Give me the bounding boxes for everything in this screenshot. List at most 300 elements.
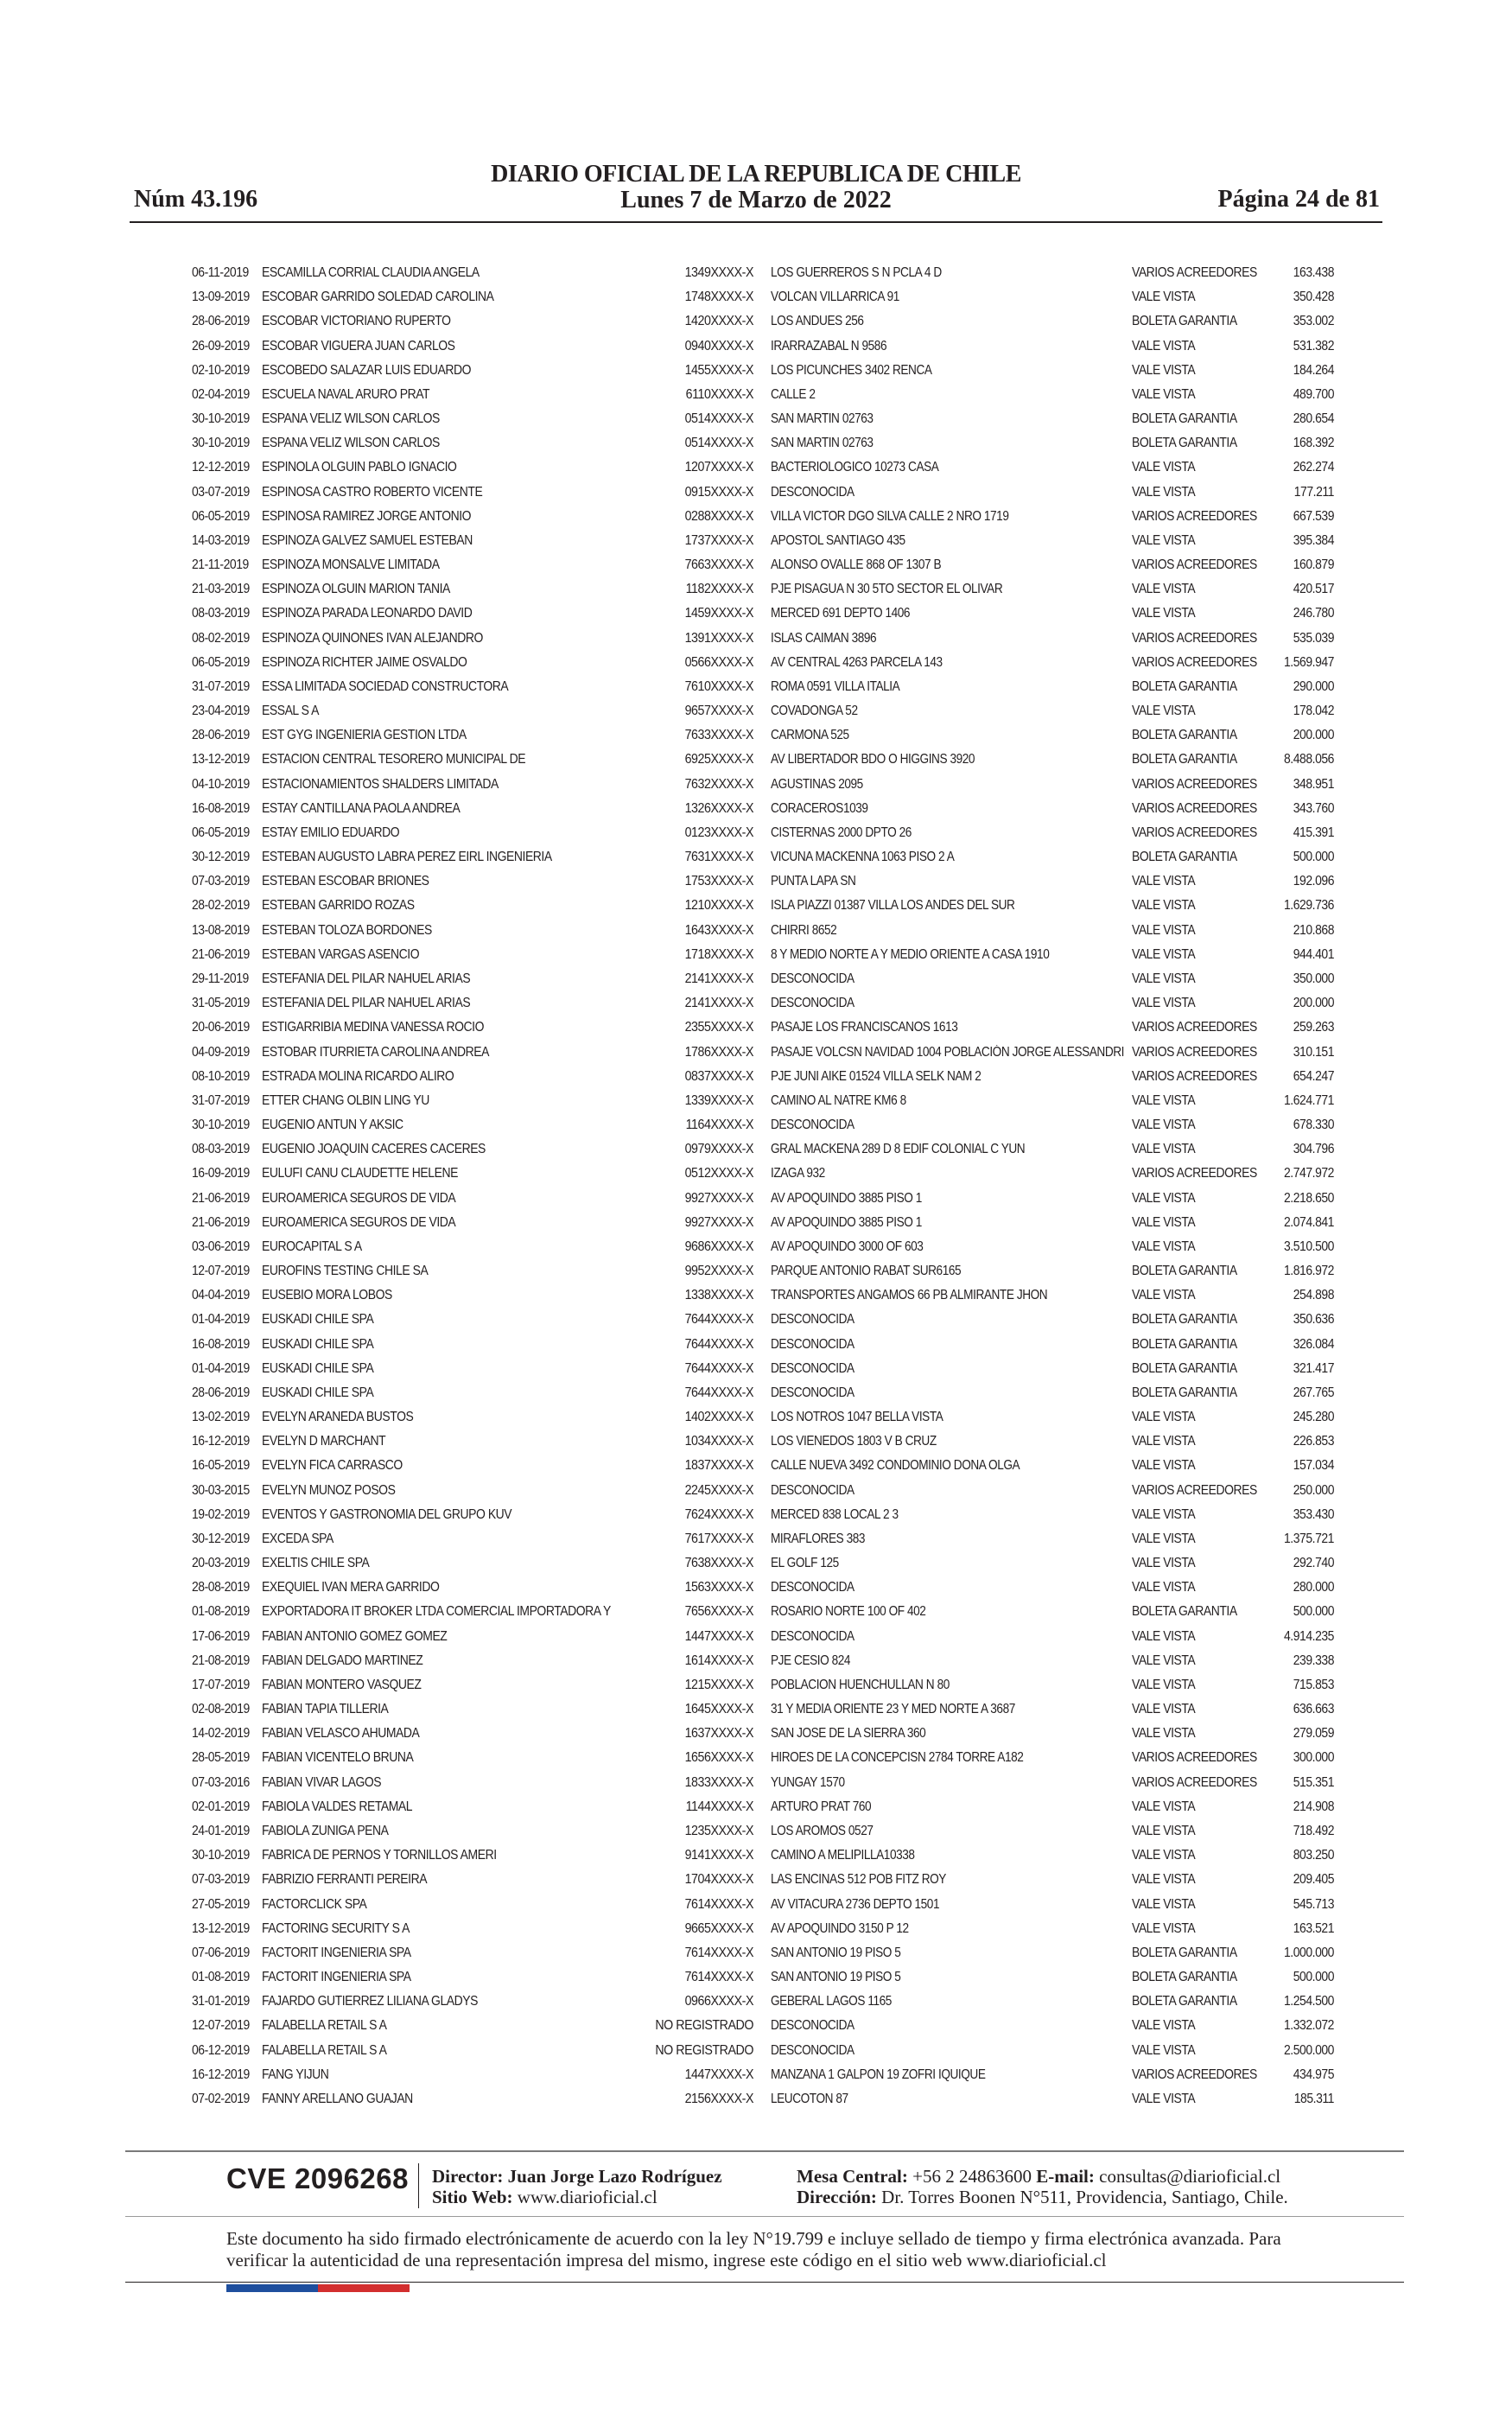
row-rut: 1164XXXX-X (685, 1118, 753, 1133)
row-amount: 163.521 (1293, 1920, 1334, 1936)
row-date: 03-06-2019 (192, 1239, 250, 1254)
row-rut: 0979XXXX-X (684, 1142, 753, 1157)
row-address: ISLA PIAZZI 01387 VILLA LOS ANDES DEL SUR (771, 898, 1015, 914)
row-amount: 250.000 (1293, 1482, 1334, 1498)
row-date: 16-09-2019 (192, 1166, 250, 1181)
email-label: E-mail: (1036, 2166, 1095, 2187)
contact-line (797, 2166, 1280, 2188)
row-date: 02-04-2019 (192, 386, 250, 402)
row-rut: 1837XXXX-X (684, 1458, 753, 1474)
row-type: BOLETA GARANTIA (1132, 1945, 1237, 1960)
row-amount: 178.042 (1293, 704, 1334, 719)
row-rut: 7614XXXX-X (684, 1945, 753, 1960)
table-row (0, 1211, 1512, 1235)
row-rut: 1144XXXX-X (685, 1799, 753, 1814)
row-address: PJE PISAGUA N 30 5TO SECTOR EL OLIVAR (771, 582, 1003, 597)
row-type: BOLETA GARANTIA (1132, 678, 1237, 694)
row-amount: 1.629.736 (1283, 898, 1334, 914)
row-address: ARTURO PRAT 760 (771, 1799, 872, 1814)
table-row (0, 1357, 1512, 1381)
row-date: 28-06-2019 (192, 1385, 250, 1400)
row-address: PASAJE VOLCSN NAVIDAD 1004 POBLACIÓN JORGE ALESSANDRI (771, 1044, 1125, 1060)
row-address: LOS NOTROS 1047 BELLA VISTA (771, 1410, 943, 1425)
phone-value: +56 2 24863600 (912, 2166, 1032, 2187)
row-type: VALE VISTA (1132, 922, 1196, 938)
row-name: FACTORING SECURITY S A (262, 1920, 410, 1936)
row-rut: 6110XXXX-X (685, 386, 753, 402)
row-date: 23-04-2019 (192, 704, 250, 719)
row-type: VALE VISTA (1132, 386, 1196, 402)
row-type: VALE VISTA (1132, 874, 1196, 889)
row-rut: 9927XXXX-X (684, 1190, 753, 1206)
row-date: 30-12-2019 (192, 1531, 250, 1546)
row-address: VOLCAN VILLARRICA 91 (771, 290, 899, 305)
row-type: VALE VISTA (1132, 1531, 1196, 1546)
row-type: BOLETA GARANTIA (1132, 752, 1237, 767)
table-row (0, 285, 1512, 309)
table-row (0, 481, 1512, 505)
row-address: LOS AROMOS 0527 (771, 1824, 874, 1838)
table-row (0, 797, 1512, 821)
row-rut: 7644XXXX-X (684, 1360, 753, 1376)
row-rut: 9952XXXX-X (684, 1264, 753, 1279)
row-amount: 168.392 (1293, 436, 1334, 451)
row-address: CHIRRI 8652 (771, 922, 837, 938)
table-row (0, 1600, 1512, 1624)
row-rut: 1704XXXX-X (684, 1872, 753, 1888)
row-rut: 1338XXXX-X (684, 1288, 753, 1303)
table-row (0, 845, 1512, 869)
row-address: AV APOQUINDO 3150 P 12 (771, 1920, 909, 1936)
row-name: FANG YIJUN (262, 2067, 329, 2082)
row-address: CALLE 2 (771, 386, 816, 402)
table-row (0, 1381, 1512, 1405)
row-date: 03-07-2019 (192, 484, 250, 500)
row-name: ESPANA VELIZ WILSON CARLOS (262, 411, 440, 427)
row-address: LAS ENCINAS 512 POB FITZ ROY (771, 1872, 946, 1888)
row-name: ESPINOSA RAMIREZ JORGE ANTONIO (262, 508, 472, 524)
row-rut: 9657XXXX-X (684, 704, 753, 719)
row-rut: 9141XXXX-X (684, 1848, 753, 1863)
row-rut: 1182XXXX-X (685, 582, 753, 597)
address-value: Dr. Torres Boonen N°511, Providencia, Santiago, Chile. (881, 2187, 1288, 2207)
row-name: EST GYG INGENIERIA GESTION LTDA (262, 728, 467, 743)
table-row (0, 1746, 1512, 1770)
row-rut: 7632XXXX-X (684, 776, 753, 792)
row-name: EUSKADI CHILE SPA (262, 1336, 374, 1352)
row-name: EVELYN D MARCHANT (262, 1434, 386, 1449)
cve-code: CVE 2096268 (226, 2162, 409, 2194)
row-rut: 1349XXXX-X (684, 265, 753, 280)
row-date: 20-03-2019 (192, 1556, 250, 1571)
row-rut: 0123XXXX-X (684, 825, 753, 840)
row-name: FABIAN VICENTELO BRUNA (262, 1750, 414, 1766)
row-type: BOLETA GARANTIA (1132, 411, 1237, 427)
table-row (0, 651, 1512, 675)
row-date: 28-02-2019 (192, 898, 250, 914)
row-address: MERCED 691 DEPTO 1406 (771, 606, 911, 621)
row-amount: 200.000 (1293, 996, 1334, 1011)
row-type: VALE VISTA (1132, 1824, 1196, 1838)
row-amount: 944.401 (1293, 946, 1334, 962)
row-address: YUNGAY 1570 (771, 1774, 845, 1790)
row-type: VALE VISTA (1132, 1410, 1196, 1425)
row-rut: 1643XXXX-X (684, 922, 753, 938)
email-link[interactable]: consultas@diarioficial.cl (1099, 2166, 1281, 2187)
row-type: VARIOS ACREEDORES (1132, 654, 1257, 670)
row-rut: 1645XXXX-X (684, 1702, 753, 1717)
row-amount: 343.760 (1293, 800, 1334, 816)
row-name: ESTEBAN VARGAS ASENCIO (262, 946, 420, 962)
row-name: EUGENIO ANTUN Y AKSIC (262, 1118, 403, 1133)
table-row (0, 821, 1512, 845)
row-amount: 718.492 (1293, 1824, 1334, 1838)
row-type: VALE VISTA (1132, 2042, 1196, 2058)
row-date: 27-05-2019 (192, 1896, 250, 1912)
row-type: VALE VISTA (1132, 1726, 1196, 1742)
row-rut: 9686XXXX-X (684, 1239, 753, 1254)
row-address: VILLA VICTOR DGO SILVA CALLE 2 NRO 1719 (771, 508, 1009, 524)
row-name: ESSAL S A (262, 704, 320, 719)
row-address: IZAGA 932 (771, 1166, 825, 1181)
row-name: ESTACION CENTRAL TESORERO MUNICIPAL DE (262, 752, 526, 767)
row-date: 24-01-2019 (192, 1824, 250, 1838)
row-amount: 803.250 (1293, 1848, 1334, 1863)
row-amount: 177.211 (1293, 484, 1334, 500)
row-rut: 0514XXXX-X (684, 411, 753, 427)
row-type: VALE VISTA (1132, 1896, 1196, 1912)
row-amount: 300.000 (1293, 1750, 1334, 1766)
row-rut: 1718XXXX-X (684, 946, 753, 962)
row-name: ESCOBAR VIGUERA JUAN CARLOS (262, 338, 455, 353)
row-type: VALE VISTA (1132, 484, 1196, 500)
row-amount: 489.700 (1293, 386, 1334, 402)
row-address: AV APOQUINDO 3885 PISO 1 (771, 1190, 922, 1206)
table-row (0, 1503, 1512, 1527)
row-amount: 304.796 (1293, 1142, 1334, 1157)
table-row (0, 455, 1512, 480)
row-date: 02-01-2019 (192, 1799, 250, 1814)
row-rut: 1034XXXX-X (684, 1434, 753, 1449)
row-amount: 1.569.947 (1283, 654, 1334, 670)
table-row (0, 919, 1512, 943)
row-date: 06-05-2019 (192, 654, 250, 670)
row-type: VARIOS ACREEDORES (1132, 1020, 1257, 1035)
row-date: 13-09-2019 (192, 290, 250, 305)
row-date: 28-05-2019 (192, 1750, 250, 1766)
row-date: 08-03-2019 (192, 606, 250, 621)
row-name: FACTORIT INGENIERIA SPA (262, 1970, 411, 1985)
row-date: 21-06-2019 (192, 946, 250, 962)
row-type: BOLETA GARANTIA (1132, 1970, 1237, 1985)
row-rut: 1447XXXX-X (684, 2067, 753, 2082)
row-amount: 500.000 (1293, 850, 1334, 865)
issue-number: Núm 43.196 (134, 186, 258, 213)
row-address: SAN MARTIN 02763 (771, 411, 874, 427)
row-name: EVENTOS Y GASTRONOMIA DEL GRUPO KUV (262, 1506, 512, 1522)
row-address: COVADONGA 52 (771, 704, 858, 719)
row-address: GRAL MACKENA 289 D 8 EDIF COLONIAL C YUN (771, 1142, 1026, 1157)
row-address: AV CENTRAL 4263 PARCELA 143 (771, 654, 943, 670)
table-row (0, 2039, 1512, 2063)
table-row (0, 261, 1512, 285)
table-row (0, 1527, 1512, 1551)
row-address: DESCONOCIDA (771, 484, 854, 500)
table-row (0, 943, 1512, 967)
row-type: VARIOS ACREEDORES (1132, 825, 1257, 840)
row-name: ESPINOZA PARADA LEONARDO DAVID (262, 606, 473, 621)
row-address: AGUSTINAS 2095 (771, 776, 863, 792)
row-amount: 1.332.072 (1283, 2018, 1334, 2034)
row-rut: 1235XXXX-X (684, 1824, 753, 1838)
row-date: 30-10-2019 (192, 436, 250, 451)
row-name: EXELTIS CHILE SPA (262, 1556, 370, 1571)
row-rut: 7614XXXX-X (684, 1970, 753, 1985)
row-type: BOLETA GARANTIA (1132, 1336, 1237, 1352)
row-date: 31-07-2019 (192, 678, 250, 694)
row-name: ESCOBAR GARRIDO SOLEDAD CAROLINA (262, 290, 494, 305)
row-rut: 0940XXXX-X (684, 338, 753, 353)
row-rut: 0512XXXX-X (684, 1166, 753, 1181)
row-amount: 160.879 (1293, 557, 1334, 573)
table-row (0, 553, 1512, 577)
row-address: SAN ANTONIO 19 PISO 5 (771, 1970, 901, 1985)
row-name: ESCUELA NAVAL ARURO PRAT (262, 386, 430, 402)
table-row (0, 1844, 1512, 1868)
row-amount: 2.074.841 (1283, 1214, 1334, 1230)
row-date: 07-03-2019 (192, 1872, 250, 1888)
row-name: EVELYN ARANEDA BUSTOS (262, 1410, 414, 1425)
row-date: 17-06-2019 (192, 1628, 250, 1644)
row-type: VARIOS ACREEDORES (1132, 1774, 1257, 1790)
row-amount: 2.218.650 (1283, 1190, 1334, 1206)
row-address: SAN JOSE DE LA SIERRA 360 (771, 1726, 926, 1742)
row-name: ESPINOLA OLGUIN PABLO IGNACIO (262, 460, 457, 475)
row-name: ESPINOZA OLGUIN MARION TANIA (262, 582, 450, 597)
row-date: 07-06-2019 (192, 1945, 250, 1960)
row-type: VALE VISTA (1132, 606, 1196, 621)
table-row (0, 1333, 1512, 1357)
row-name: ESPINOSA CASTRO ROBERTO VICENTE (262, 484, 483, 500)
website-link[interactable]: www.diarioficial.cl (517, 2187, 658, 2207)
table-row (0, 991, 1512, 1016)
row-rut: 0514XXXX-X (684, 436, 753, 451)
row-name: ESTEBAN ESCOBAR BRIONES (262, 874, 429, 889)
table-row (0, 1187, 1512, 1211)
table-row (0, 1041, 1512, 1065)
row-date: 07-02-2019 (192, 2091, 250, 2106)
row-type: VALE VISTA (1132, 290, 1196, 305)
row-amount: 348.951 (1293, 776, 1334, 792)
row-date: 06-12-2019 (192, 2042, 250, 2058)
row-name: EUSEBIO MORA LOBOS (262, 1288, 392, 1303)
row-date: 14-02-2019 (192, 1726, 250, 1742)
row-address: DESCONOCIDA (771, 1118, 854, 1133)
row-type: BOLETA GARANTIA (1132, 1994, 1237, 2009)
row-name: EUGENIO JOAQUIN CACERES CACERES (262, 1142, 486, 1157)
row-rut: 0966XXXX-X (684, 1994, 753, 2009)
row-amount: 500.000 (1293, 1970, 1334, 1985)
row-type: VALE VISTA (1132, 1239, 1196, 1254)
table-row (0, 1697, 1512, 1722)
row-date: 08-03-2019 (192, 1142, 250, 1157)
row-rut: 1786XXXX-X (684, 1044, 753, 1060)
row-amount: 290.000 (1293, 678, 1334, 694)
row-amount: 326.084 (1293, 1336, 1334, 1352)
row-name: EVELYN FICA CARRASCO (262, 1458, 403, 1474)
row-type: VALE VISTA (1132, 1872, 1196, 1888)
row-name: ESTEBAN AUGUSTO LABRA PEREZ EIRL INGENIERIA (262, 850, 552, 865)
row-address: AV LIBERTADOR BDO O HIGGINS 3920 (771, 752, 975, 767)
row-type: VALE VISTA (1132, 1848, 1196, 1863)
header-divider (130, 221, 1382, 223)
row-name: ESCOBEDO SALAZAR LUIS EDUARDO (262, 362, 471, 378)
table-row (0, 1065, 1512, 1089)
row-address: DESCONOCIDA (771, 2018, 854, 2034)
row-name: EUROAMERICA SEGUROS DE VIDA (262, 1214, 456, 1230)
row-address: CALLE NUEVA 3492 CONDOMINIO DONA OLGA (771, 1458, 1020, 1474)
row-name: FABIAN MONTERO VASQUEZ (262, 1677, 422, 1692)
table-row (0, 2014, 1512, 2038)
row-amount: 350.428 (1293, 290, 1334, 305)
row-address: MIRAFLORES 383 (771, 1531, 866, 1546)
row-rut: 7631XXXX-X (684, 850, 753, 865)
row-type: VARIOS ACREEDORES (1132, 800, 1257, 816)
row-date: 13-12-2019 (192, 1920, 250, 1936)
row-rut: 7644XXXX-X (684, 1385, 753, 1400)
row-address: DESCONOCIDA (771, 1360, 854, 1376)
row-amount: 531.382 (1293, 338, 1334, 353)
row-rut: 1459XXXX-X (684, 606, 753, 621)
row-name: ESTRADA MOLINA RICARDO ALIRO (262, 1068, 454, 1084)
row-date: 02-10-2019 (192, 362, 250, 378)
row-amount: 226.853 (1293, 1434, 1334, 1449)
row-type: VALE VISTA (1132, 1580, 1196, 1595)
table-row (0, 529, 1512, 553)
row-amount: 209.405 (1293, 1872, 1334, 1888)
row-rut: NO REGISTRADO (655, 2042, 753, 2058)
table-row (0, 1089, 1512, 1113)
issue-date: Lunes 7 de Marzo de 2022 (620, 187, 892, 213)
row-date: 01-08-2019 (192, 1970, 250, 1985)
row-date: 12-07-2019 (192, 2018, 250, 2034)
row-date: 26-09-2019 (192, 338, 250, 353)
row-rut: 1753XXXX-X (684, 874, 753, 889)
row-rut: 0837XXXX-X (684, 1068, 753, 1084)
row-name: EXCEDA SPA (262, 1531, 334, 1546)
row-type: BOLETA GARANTIA (1132, 728, 1237, 743)
row-address: DESCONOCIDA (771, 2042, 854, 2058)
row-amount: 254.898 (1293, 1288, 1334, 1303)
row-date: 30-10-2019 (192, 411, 250, 427)
row-name: ESPINOZA GALVEZ SAMUEL ESTEBAN (262, 532, 473, 548)
row-date: 13-12-2019 (192, 752, 250, 767)
row-name: FABIAN VELASCO AHUMADA (262, 1726, 420, 1742)
row-rut: 7644XXXX-X (684, 1336, 753, 1352)
row-type: VALE VISTA (1132, 1458, 1196, 1474)
row-name: ESTEBAN TOLOZA BORDONES (262, 922, 432, 938)
table-row (0, 1893, 1512, 1917)
row-address: PUNTA LAPA SN (771, 874, 856, 889)
row-type: VARIOS ACREEDORES (1132, 1166, 1257, 1181)
row-date: 06-11-2019 (192, 265, 249, 280)
row-type: VALE VISTA (1132, 1190, 1196, 1206)
row-name: FABIAN DELGADO MARTINEZ (262, 1653, 423, 1668)
row-rut: 1563XXXX-X (684, 1580, 753, 1595)
row-type: VALE VISTA (1132, 1118, 1196, 1133)
row-address: ISLAS CAIMAN 3896 (771, 630, 877, 646)
row-name: EUROCAPITAL S A (262, 1239, 362, 1254)
row-amount: 8.488.056 (1283, 752, 1334, 767)
page-number: Página 24 de 81 (1217, 186, 1380, 213)
row-amount: 1.375.721 (1283, 1531, 1334, 1546)
row-rut: 9927XXXX-X (684, 1214, 753, 1230)
row-type: VALE VISTA (1132, 704, 1196, 719)
row-date: 21-11-2019 (192, 557, 249, 573)
row-name: EUSKADI CHILE SPA (262, 1385, 374, 1400)
row-amount: 420.517 (1293, 582, 1334, 597)
table-row (0, 1576, 1512, 1600)
row-name: ESPINOZA MONSALVE LIMITADA (262, 557, 440, 573)
director-line: Director: Juan Jorge Lazo Rodríguez (432, 2166, 722, 2187)
row-date: 04-04-2019 (192, 1288, 250, 1303)
table-row (0, 675, 1512, 699)
row-type: BOLETA GARANTIA (1132, 1385, 1237, 1400)
row-date: 21-08-2019 (192, 1653, 250, 1668)
row-date: 01-04-2019 (192, 1312, 250, 1328)
row-rut: 1637XXXX-X (684, 1726, 753, 1742)
row-address: LOS GUERREROS S N PCLA 4 D (771, 265, 942, 280)
row-rut: 1215XXXX-X (684, 1677, 753, 1692)
row-name: FABRICA DE PERNOS Y TORNILLOS AMERI (262, 1848, 497, 1863)
row-rut: 2141XXXX-X (684, 971, 753, 986)
table-row (0, 602, 1512, 626)
row-name: FABIOLA ZUNIGA PENA (262, 1824, 389, 1838)
row-amount: 246.780 (1293, 606, 1334, 621)
row-rut: 7624XXXX-X (684, 1506, 753, 1522)
row-rut: 1614XXXX-X (684, 1653, 753, 1668)
table-row (0, 1454, 1512, 1478)
row-name: FABRIZIO FERRANTI PEREIRA (262, 1872, 428, 1888)
row-date: 07-03-2016 (192, 1774, 250, 1790)
table-row (0, 505, 1512, 529)
table-row (0, 1868, 1512, 1892)
row-rut: 7663XXXX-X (684, 557, 753, 573)
row-amount: 279.059 (1293, 1726, 1334, 1742)
row-address: IRARRAZABAL N 9586 (771, 338, 887, 353)
row-type: VARIOS ACREEDORES (1132, 1482, 1257, 1498)
row-address: LOS ANDUES 256 (771, 314, 864, 329)
row-name: ESTIGARRIBIA MEDINA VANESSA ROCIO (262, 1020, 484, 1035)
row-type: VALE VISTA (1132, 996, 1196, 1011)
row-address: DESCONOCIDA (771, 1336, 854, 1352)
row-address: PJE CESIO 824 (771, 1653, 851, 1668)
row-amount: 3.510.500 (1283, 1239, 1334, 1254)
row-type: VALE VISTA (1132, 362, 1196, 378)
table-row (0, 334, 1512, 359)
row-amount: 1.000.000 (1283, 1945, 1334, 1960)
table-row (0, 1722, 1512, 1746)
row-date: 06-05-2019 (192, 825, 250, 840)
row-rut: 0288XXXX-X (684, 508, 753, 524)
row-amount: 185.311 (1293, 2091, 1334, 2106)
row-type: VARIOS ACREEDORES (1132, 630, 1257, 646)
row-type: VALE VISTA (1132, 1920, 1196, 1936)
row-address: EL GOLF 125 (771, 1556, 839, 1571)
table-row (0, 1673, 1512, 1697)
row-amount: 636.663 (1293, 1702, 1334, 1717)
address-label: Dirección: (797, 2187, 877, 2207)
